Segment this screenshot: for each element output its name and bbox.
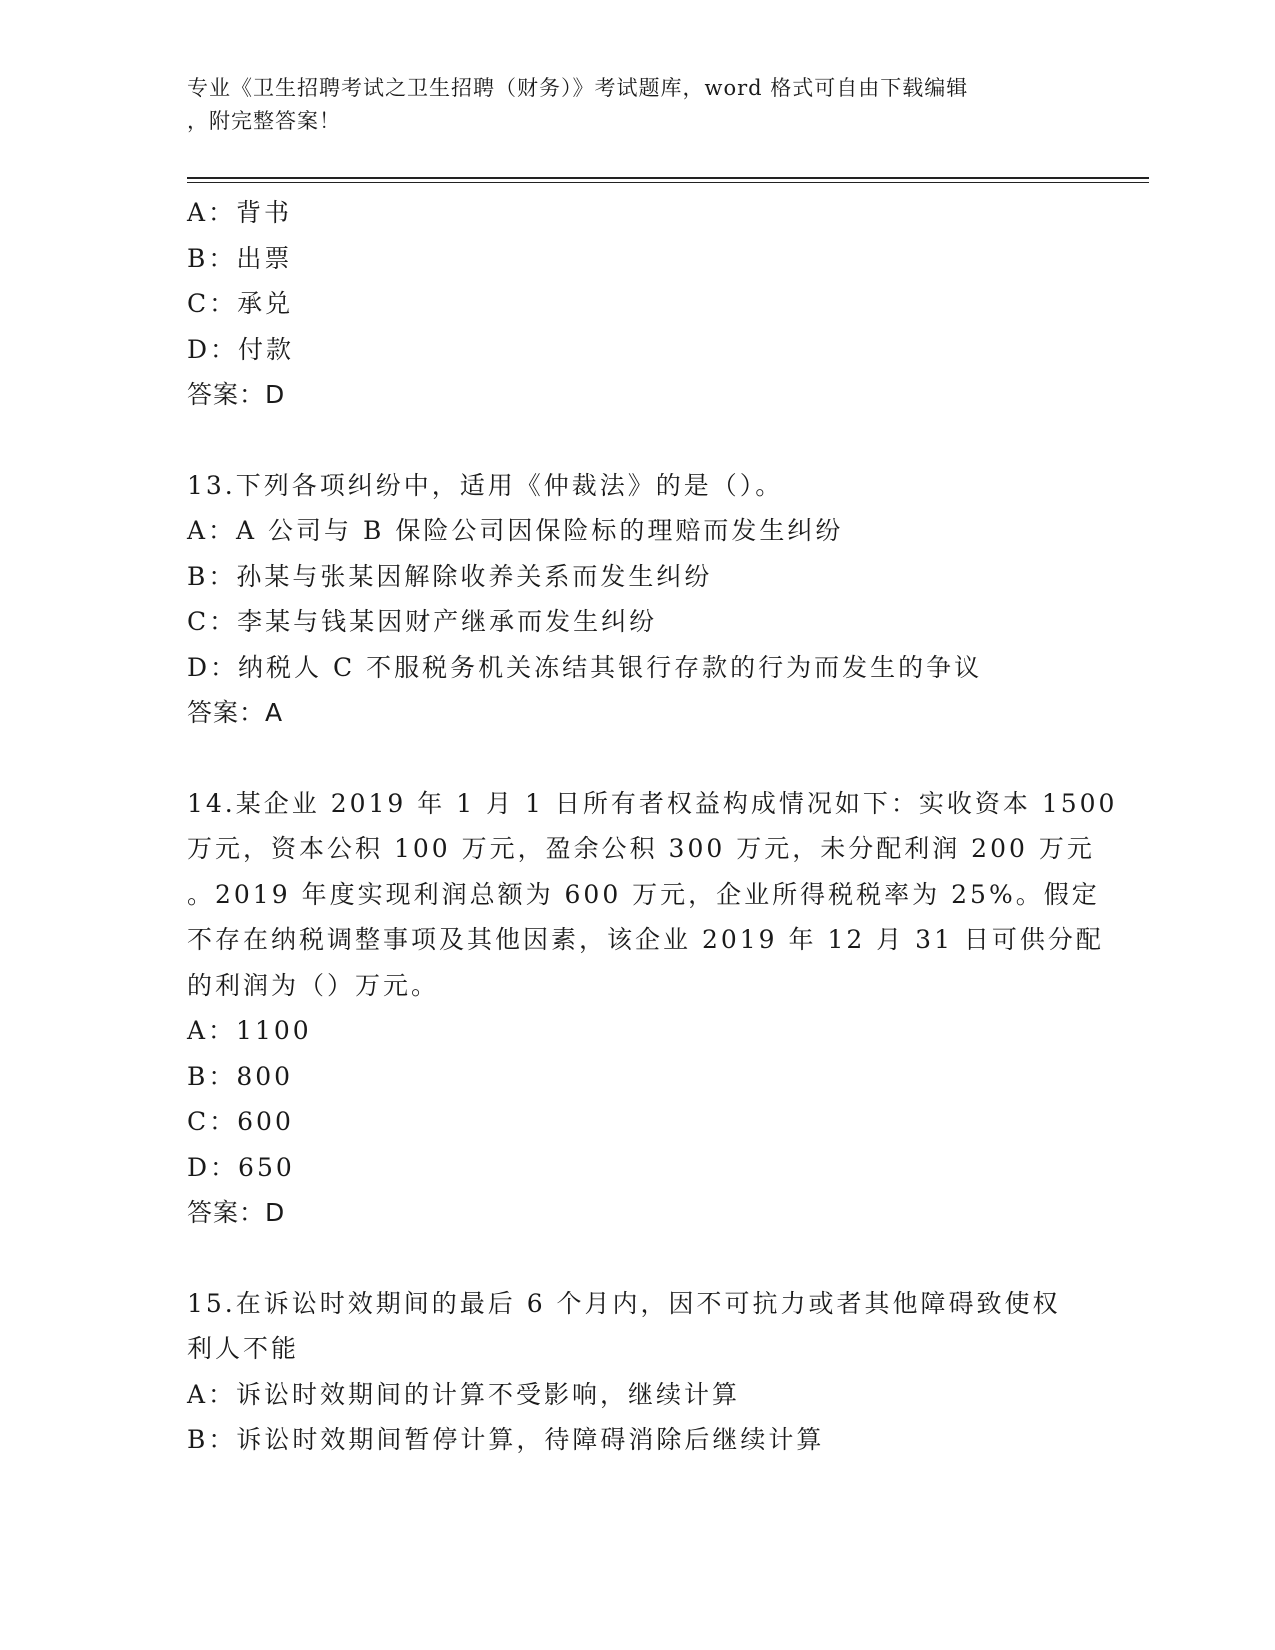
spacer <box>187 736 1087 781</box>
question-text: 13.下列各项纠纷中，适用《仲裁法》的是（）。 <box>187 470 784 500</box>
question-list <box>187 190 1118 1463</box>
option-c: C：600 <box>187 1107 294 1136</box>
question-text-line: 。2019 年度实现利润总额为 600 万元，企业所得税税率为 25%。假定 <box>187 879 1100 909</box>
option-a: A：背书 <box>187 198 293 227</box>
option-d: D：650 <box>187 1152 295 1182</box>
answer: 答案：D <box>187 380 286 409</box>
option-c: C：承兑 <box>187 289 294 318</box>
question-text-line: 14.某企业 2019 年 1 月 1 日所有者权益构成情况如下：实收资本 1500 <box>187 788 1118 818</box>
option-b: B：诉讼时效期间暂停计算，待障碍消除后继续计算 <box>187 1425 825 1454</box>
option-a: A：诉讼时效期间的计算不受影响，继续计算 <box>187 1379 741 1409</box>
header-divider-thick <box>187 177 1149 179</box>
spacer <box>187 418 1087 463</box>
option-c: C：李某与钱某因财产继承而发生纠纷 <box>187 607 658 636</box>
question-14 <box>187 781 1118 1236</box>
answer: 答案：D <box>187 1198 286 1227</box>
option-d: D：纳税人 C 不服税务机关冻结其银行存款的行为而发生的争议 <box>187 652 983 682</box>
question-text-line: 不存在纳税调整事项及其他因素，该企业 2019 年 12 月 31 日可供分配 <box>187 925 1104 954</box>
header-divider-thin <box>187 182 1149 183</box>
question-13 <box>187 463 1087 736</box>
answer: 答案：A <box>187 698 284 727</box>
question-text-line: 15.在诉讼时效期间的最后 6 个月内，因不可抗力或者其他障碍致使权 <box>187 1288 1061 1318</box>
option-b: B：孙某与张某因解除收养关系而发生纠纷 <box>187 561 713 591</box>
question-text-line: 利人不能 <box>187 1334 300 1363</box>
option-b: B：出票 <box>187 243 293 273</box>
spacer <box>187 1236 1087 1281</box>
document-header <box>187 72 1067 138</box>
option-a: A：1100 <box>187 1016 312 1045</box>
question-text-line: 万元，资本公积 100 万元，盈余公积 300 万元，未分配利润 200 万元 <box>187 834 1095 863</box>
header-line-2: ，附完整答案！ <box>187 109 341 133</box>
option-b: B：800 <box>187 1061 294 1091</box>
option-d: D：付款 <box>187 334 295 364</box>
header-line-1: 专业《卫生招聘考试之卫生招聘（财务）》考试题库，word 格式可自由下载编辑 <box>187 76 969 100</box>
option-a: A：A 公司与 B 保险公司因保险标的理赔而发生纠纷 <box>187 516 844 545</box>
question-text-line: 的利润为（）万元。 <box>187 970 440 1000</box>
question-12 <box>187 190 1087 418</box>
question-15 <box>187 1281 1087 1463</box>
